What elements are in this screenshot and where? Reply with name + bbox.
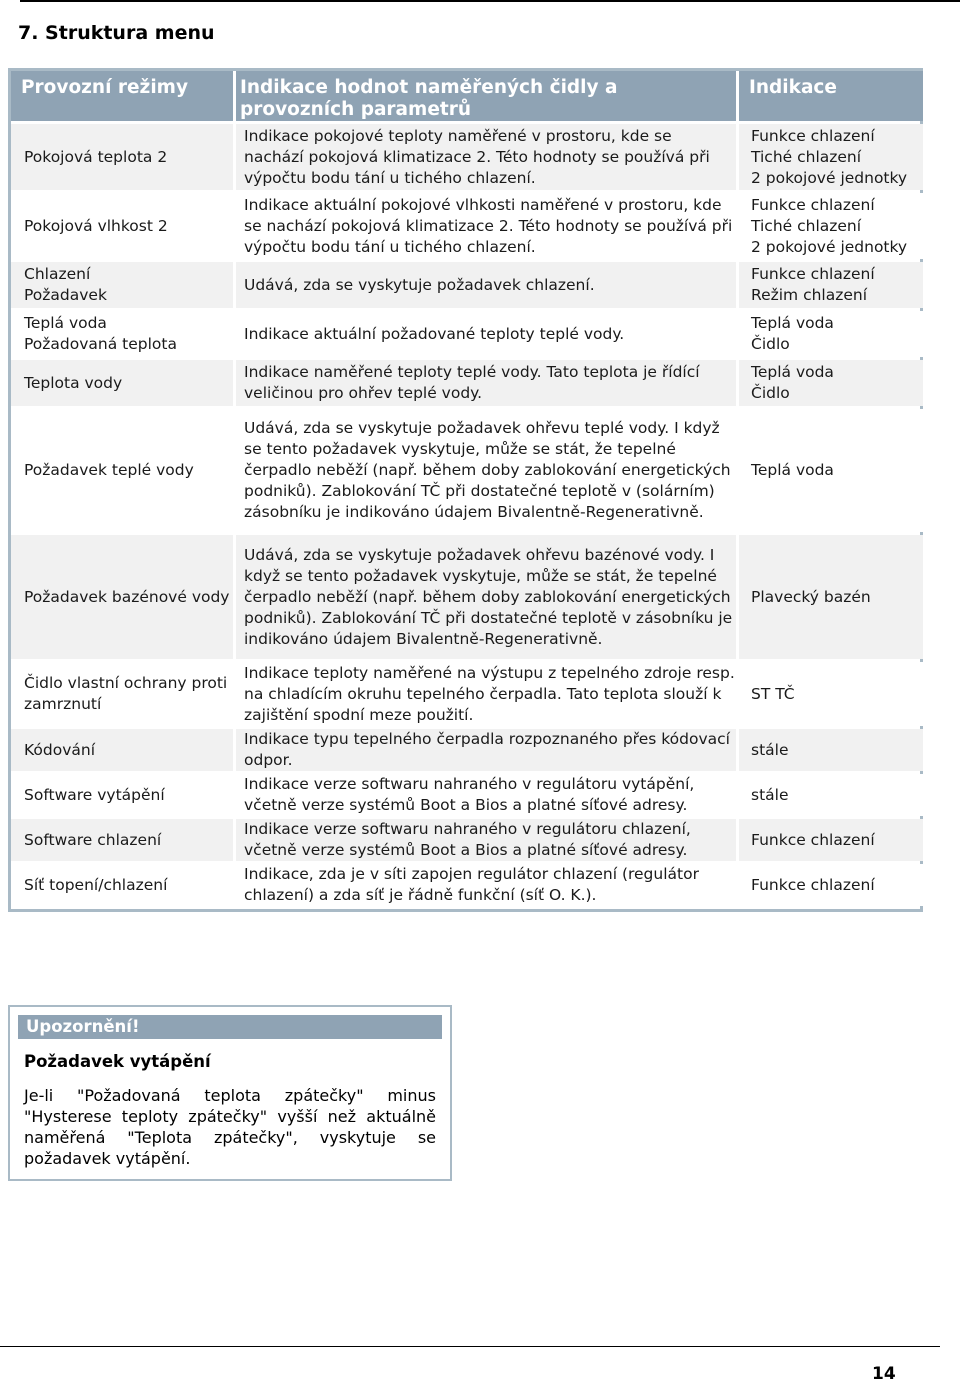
table-row — [11, 864, 923, 906]
description-cell: Indikace aktuální pokojové vlhkosti naměřené v prostoru, kde se nachází pokojová klimatizace 2. Této hodnoty se používá při výpočtu bodu tání u tichého chlazení. — [236, 193, 736, 259]
header-indication: Indikace — [739, 71, 923, 121]
table-row — [11, 124, 923, 190]
table-row — [11, 819, 923, 861]
description-cell: Indikace pokojové teploty naměřené v prostoru, kde se nachází pokojová klimatizace 2. Této hodnoty se používá při výpočtu bodu tání u tichého chlazení. — [236, 124, 736, 190]
indication-cell: Teplá voda Čidlo — [739, 311, 923, 357]
indication-cell: Teplá voda — [739, 409, 923, 532]
warning-box — [8, 1005, 452, 1181]
indication-cell: stále — [739, 774, 923, 816]
table-row — [11, 729, 923, 771]
indication-cell: Funkce chlazení — [739, 864, 923, 906]
description-cell: Indikace teploty naměřené na výstupu z tepelného zdroje resp. na chladícím okruhu tepelného čerpadla. Tato teplota slouží k zajištění spodní meze použití. — [236, 662, 736, 726]
indication-cell: Funkce chlazení Tiché chlazení 2 pokojové jednotky — [739, 193, 923, 259]
warning-text: Je-li "Požadovaná teplota zpátečky" minus "Hysterese teploty zpátečky" vyšší než aktuálně naměřená "Teplota zpátečky", vyskytuje se požadavek vytápění. — [24, 1086, 436, 1168]
mode-cell: Software chlazení — [11, 819, 233, 861]
description-cell: Indikace, zda je v síti zapojen regulátor chlazení (regulátor chlazení) a zda síť je řádně funkční (síť O. K.). — [236, 864, 736, 906]
indication-cell: Funkce chlazení Režim chlazení — [739, 262, 923, 308]
indication-cell: stále — [739, 729, 923, 771]
table-row — [11, 662, 923, 726]
mode-cell: Požadavek teplé vody — [11, 409, 233, 532]
mode-cell: Kódování — [11, 729, 233, 771]
description-cell: Udává, zda se vyskytuje požadavek ohřevu teplé vody. I když se tento požadavek vyskytuje, může se stát, že tepelné čerpadlo neběží (např. během doby zablokování energetických podniků). Zablokování TČ při dostatečné teplotě v (solárním) zásobníku je indikováno údajem Bivalentně-Regenerativně. — [236, 409, 736, 532]
description-cell: Indikace typu tepelného čerpadla rozpoznaného přes kódovací odpor. — [236, 729, 736, 771]
table-row — [11, 311, 923, 357]
table-row — [11, 360, 923, 406]
page-number: 14 — [872, 1364, 896, 1384]
table-row — [11, 262, 923, 308]
indication-cell: Funkce chlazení Tiché chlazení 2 pokojové jednotky — [739, 124, 923, 190]
header-operating-modes: Provozní režimy — [11, 71, 233, 121]
bottom-rule — [0, 1346, 940, 1347]
indication-cell: Plavecký bazén — [739, 535, 923, 659]
table-row — [11, 774, 923, 816]
indication-cell: Funkce chlazení — [739, 819, 923, 861]
description-cell: Udává, zda se vyskytuje požadavek ohřevu bazénové vody. I když se tento požadavek vyskytuje, může se stát, že tepelné čerpadlo neběží (např. během doby zablokování energetických podniků). Zablokování TČ při dostatečné teplotě v zásobníku je indikováno údajem Bivalentně-Regenerativně. — [236, 535, 736, 659]
description-cell: Udává, zda se vyskytuje požadavek chlazení. — [236, 262, 736, 308]
indication-cell: ST TČ — [739, 662, 923, 726]
indication-cell: Teplá voda Čidlo — [739, 360, 923, 406]
description-cell: Indikace naměřené teploty teplé vody. Tato teplota je řídící veličinou pro ohřev teplé vody. — [236, 360, 736, 406]
mode-cell: Pokojová teplota 2 — [11, 124, 233, 190]
warning-title: Požadavek vytápění — [24, 1052, 211, 1071]
mode-cell: Požadavek bazénové vody — [11, 535, 233, 659]
menu-structure-table — [8, 68, 926, 909]
section-title: 7. Struktura menu — [18, 22, 215, 44]
mode-cell: Teplota vody — [11, 360, 233, 406]
table-row — [11, 535, 923, 659]
top-rule — [20, 0, 960, 2]
mode-cell: Čidlo vlastní ochrany proti zamrznutí — [11, 662, 233, 726]
warning-label: Upozornění! — [18, 1015, 442, 1039]
table-row — [11, 193, 923, 259]
mode-cell: Chlazení Požadavek — [11, 262, 233, 308]
mode-cell: Teplá voda Požadovaná teplota — [11, 311, 233, 357]
description-cell: Indikace verze softwaru nahraného v regulátoru chlazení, včetně verze systémů Boot a Bios a platné síťové adresy. — [236, 819, 736, 861]
mode-cell: Software vytápění — [11, 774, 233, 816]
description-cell: Indikace aktuální požadované teploty teplé vody. — [236, 311, 736, 357]
mode-cell: Síť topení/chlazení — [11, 864, 233, 906]
description-cell: Indikace verze softwaru nahraného v regulátoru vytápění, včetně verze systémů Boot a Bios a platné síťové adresy. — [236, 774, 736, 816]
mode-cell: Pokojová vlhkost 2 — [11, 193, 233, 259]
table-header-row — [11, 71, 923, 121]
table-row — [11, 409, 923, 532]
header-value-indication: Indikace hodnot naměřených čidly a provozních parametrů — [236, 71, 736, 121]
